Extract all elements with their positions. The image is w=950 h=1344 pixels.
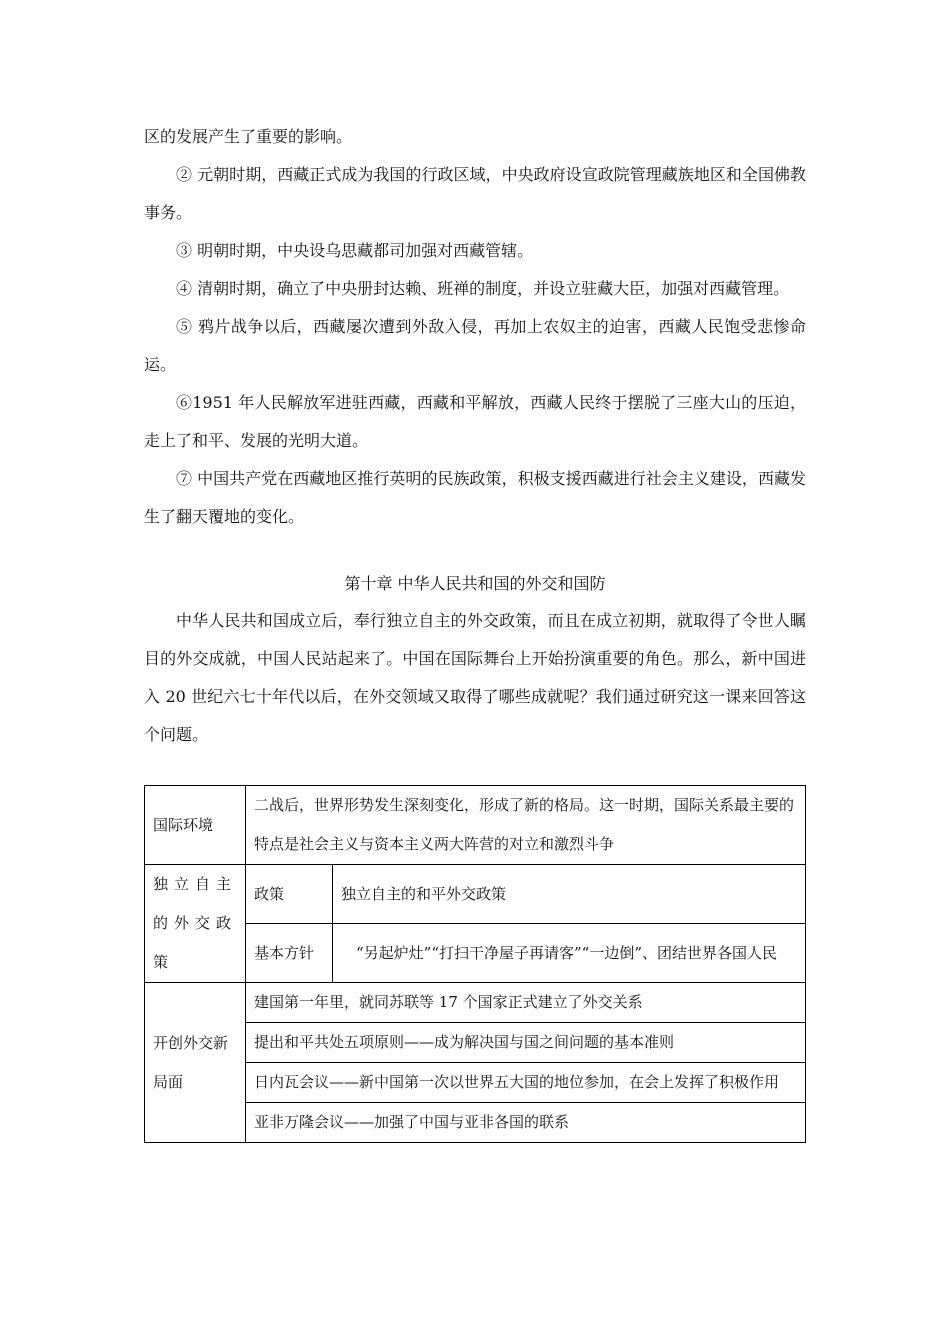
- new-item: 建国第一年里，就同苏联等 17 个国家正式建立了外交关系: [246, 983, 806, 1023]
- paragraph: ⑥1951 年人民解放军进驻西藏，西藏和平解放，西藏人民终于摆脱了三座大山的压迫，走上了和平、发展的光明大道。: [144, 393, 806, 450]
- env-label: 国际环境: [145, 786, 246, 865]
- paragraph: ③ 明朝时期，中央设乌思藏都司加强对西藏管辖。: [176, 241, 534, 260]
- new-item: 提出和平共处五项原则——成为解决国与国之间问题的基本准则: [246, 1023, 806, 1063]
- paragraph: ⑦ 中国共产党在西藏地区推行英明的民族政策，积极支援西藏进行社会主义建设，西藏发生了翻天覆地的变化。: [144, 469, 806, 526]
- paragraph: ④ 清朝时期，确立了中央册封达赖、班禅的制度，并设立驻藏大臣，加强对西藏管理。: [176, 279, 790, 298]
- paragraph: 区的发展产生了重要的影响。: [144, 127, 353, 146]
- policy-label: 独立自主的外交政策: [145, 865, 246, 983]
- diplomacy-table: [144, 785, 806, 1143]
- table-row: [145, 786, 806, 865]
- new-item: 日内瓦会议——新中国第一次以世界五大国的地位参加，在会上发挥了积极作用: [246, 1063, 806, 1103]
- table-row: [145, 983, 806, 1023]
- principle-text: “另起炉灶”“打扫干净屋子再请客”“一边倒”、团结世界各国人民: [333, 924, 806, 983]
- table-row: [145, 865, 806, 924]
- principle-sub-label: 基本方针: [246, 924, 333, 983]
- paragraph: ⑤ 鸦片战争以后，西藏屡次遭到外敌入侵，再加上农奴主的迫害，西藏人民饱受悲惨命运。: [144, 317, 806, 374]
- policy-sub-label: 政策: [246, 865, 333, 924]
- chapter-title: 第十章 中华人民共和国的外交和国防: [344, 574, 606, 593]
- chapter-intro: 中华人民共和国成立后，奉行独立自主的外交政策，而且在成立初期，就取得了令世人瞩目的外交成就，中国人民站起来了。中国在国际舞台上开始扮演重要的角色。那么，新中国进入 20 世纪六七十年代以后，在外交领域又取得了哪些成就呢？我们通过研究这一课来回答这个问题。: [144, 611, 806, 744]
- policy-text: 独立自主的和平外交政策: [333, 865, 806, 924]
- env-text: 二战后，世界形势发生深刻变化，形成了新的格局。这一时期，国际关系最主要的特点是社会主义与资本主义两大阵营的对立和激烈斗争: [246, 786, 806, 865]
- paragraph: ② 元朝时期，西藏正式成为我国的行政区域，中央政府设宣政院管理藏族地区和全国佛教事务。: [144, 165, 806, 222]
- document-body: [144, 118, 806, 754]
- new-label: 开创外交新局面: [145, 983, 246, 1143]
- new-item: 亚非万隆会议——加强了中国与亚非各国的联系: [246, 1103, 806, 1143]
